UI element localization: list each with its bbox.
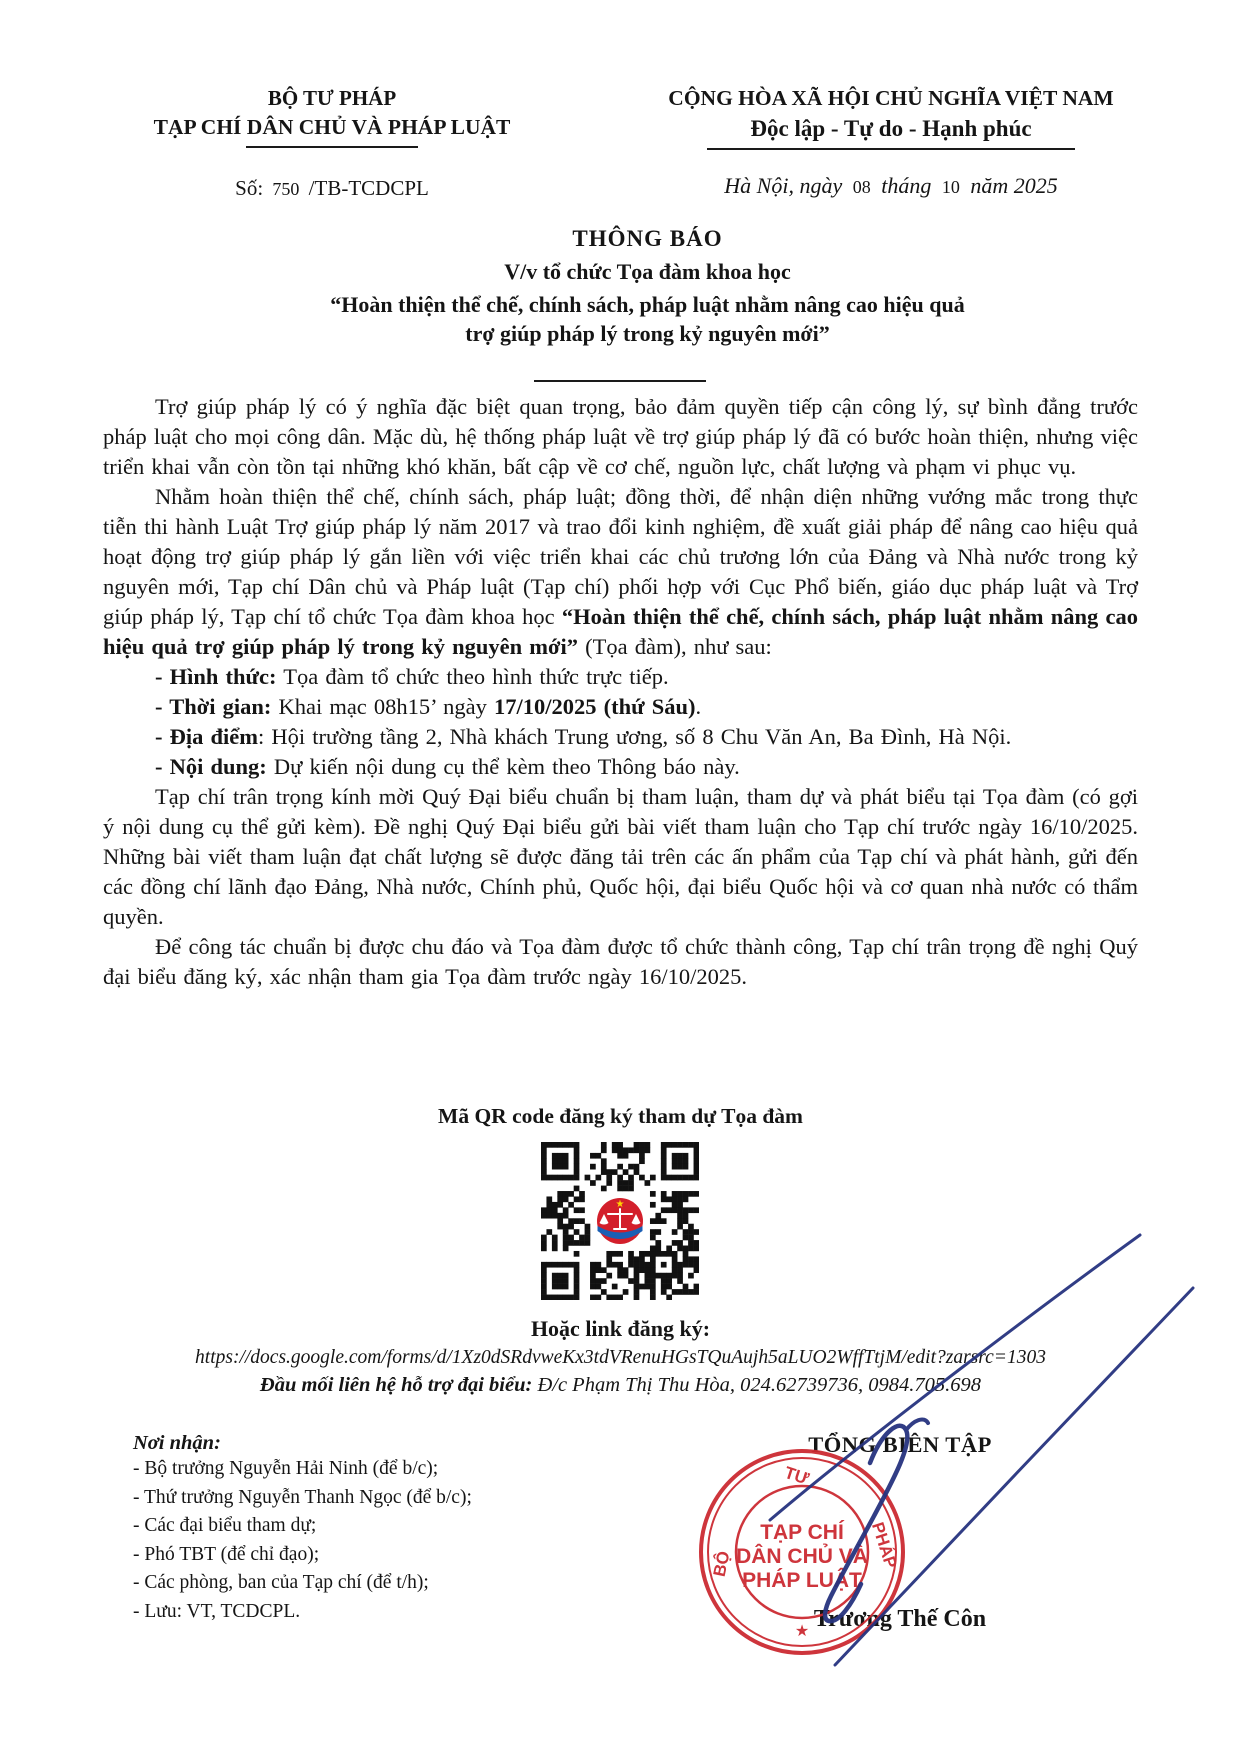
bullet-location <box>103 722 1138 752</box>
signer-title: TỔNG BIÊN TẬP <box>808 1432 992 1457</box>
qr-caption: Mã QR code đăng ký tham dự Tọa đàm <box>438 1104 803 1128</box>
recipient-item: - Phó TBT (để chỉ đạo); <box>133 1543 320 1565</box>
doc-topic-line1: “Hoàn thiện thể chế, chính sách, pháp luật nhằm nâng cao hiệu quả <box>330 292 965 317</box>
qr-code <box>541 1142 699 1300</box>
bullet-text: Khai mạc 08h15’ ngày <box>271 694 494 719</box>
stamp-text-line2: DÂN CHỦ VÀ <box>736 1545 868 1568</box>
contact-line <box>103 1374 1138 1397</box>
parent-org-name: BỘ TƯ PHÁP <box>267 86 397 110</box>
recipient-item: - Thứ trưởng Nguyễn Thanh Ngọc (để b/c); <box>133 1486 472 1508</box>
signer-name: Trương Thế Côn <box>813 1606 987 1632</box>
title-underline <box>534 380 706 382</box>
issue-day: 08 <box>852 177 871 197</box>
registration-link-label: Hoặc link đăng ký: <box>530 1316 711 1341</box>
issue-place: Hà Nội, ngày <box>724 173 843 198</box>
doc-topic-line2: trợ giúp pháp lý trong kỷ nguyên mới” <box>465 321 830 346</box>
journal-logo-icon <box>592 1193 648 1249</box>
recipients-list <box>133 1432 603 1626</box>
bullet-text: Dự kiến nội dung cụ thể kèm theo Thông báo này. <box>266 754 740 779</box>
stamp-ring-left: BỘ <box>709 1549 734 1579</box>
contact-text: Đ/c Phạm Thị Thu Hòa, 024.62739736, 0984.705.698 <box>532 1374 982 1396</box>
bullet-label: - Thời gian: <box>155 694 272 719</box>
bullet-content <box>103 752 1138 782</box>
issue-date <box>604 173 1178 199</box>
issue-month-word: tháng <box>881 173 932 198</box>
registration-link-url: https://docs.google.com/forms/d/1Xz0dSRdvweKx3tdVRenuHGsTQuAujh5aLUO2WffTtjM/edit?zarsrc=1303 <box>195 1347 1046 1368</box>
recipient-item: - Các đại biểu tham dự; <box>133 1515 317 1536</box>
bullet-label: - Hình thức: <box>155 664 277 689</box>
body-paragraph <box>103 782 1138 932</box>
svg-text:★: ★ <box>615 1199 625 1210</box>
issue-year: năm 2025 <box>970 173 1058 198</box>
bullet-text: . <box>695 694 702 719</box>
body-paragraph <box>103 392 1138 482</box>
doc-number-label: Số: <box>235 176 264 200</box>
org-underline <box>246 146 418 148</box>
bullet-label: - Nội dung: <box>155 754 267 779</box>
stamp-ring-right: PHÁP <box>867 1519 901 1571</box>
recipient-item: - Lưu: VT, TCDCPL. <box>133 1600 301 1622</box>
doc-subtitle: V/v tổ chức Tọa đàm khoa học <box>504 259 791 284</box>
stamp-text-line3: PHÁP LUẬT <box>742 1569 862 1592</box>
bullet-text: : Hội trường tầng 2, Nhà khách Trung ương, số 8 Chu Văn An, Ba Đình, Hà Nội. <box>258 724 1012 749</box>
paragraph-text: Nhằm hoàn thiện thể chế, chính sách, pháp luật; đồng thời, để nhận diện những vướng mắc trong thực tiễn thi hành Luật Trợ giúp pháp lý năm 2017 và trao đổi kinh nghiệm, đề xuất giải pháp để nâng cao hiệu quả hoạt động trợ giúp pháp lý gắn liền với việc triển khai các chủ trương lớn của Đảng và Nhà nước trong kỷ nguyên mới, Tạp chí Dân chủ và Pháp luật (Tạp chí) phối hợp với Cục Phổ biến, giáo dục pháp luật và Trợ giúp pháp lý, Tạp chí tổ chức Tọa đàm khoa học <box>103 484 1138 629</box>
doc-number-suffix: /TB-TCDCPL <box>308 176 429 200</box>
doc-title: THÔNG BÁO <box>572 226 723 251</box>
official-stamp <box>697 1447 907 1657</box>
national-title: CỘNG HÒA XÃ HỘI CHỦ NGHĨA VIỆT NAM <box>668 86 1114 110</box>
body-paragraph <box>103 932 1138 992</box>
bullet-label: - Địa điểm <box>155 724 258 749</box>
paragraph-text: Tạp chí trân trọng kính mời Quý Đại biểu chuẩn bị tham luận, tham dự và phát biểu tại Tọa đàm (có gợi ý nội dung cụ thể gửi kèm). Đề nghị Quý Đại biểu gửi bài viết tham luận cho Tạp chí trước ngày 16/10/2025. Những bài viết tham luận đạt chất lượng sẽ được đăng tải trên các ấn phẩm của Tạp chí và phát hành, gửi đến các đồng chí lãnh đạo Đảng, Nhà nước, Chính phủ, Quốc hội, đại biểu Quốc hội và cơ quan nhà nước có thẩm quyền. <box>103 784 1138 929</box>
issue-month: 10 <box>941 177 960 197</box>
recipients-label: Nơi nhận: <box>133 1432 221 1454</box>
paragraph-text: Trợ giúp pháp lý có ý nghĩa đặc biệt quan trọng, bảo đảm quyền tiếp cận công lý, sự bình đẳng trước pháp luật cho mọi công dân. Mặc dù, hệ thống pháp luật về trợ giúp pháp lý đã có bước hoàn thiện, nhưng việc triển khai vẫn còn tồn tại những khó khăn, bất cập về cơ chế, nguồn lực, chất lượng và phạm vi phục vụ. <box>103 394 1138 479</box>
motto-underline <box>707 148 1075 150</box>
stamp-ring-top: TƯ <box>782 1462 812 1489</box>
paragraph-text: Để công tác chuẩn bị được chu đáo và Tọa đàm được tổ chức thành công, Tạp chí trân trọng đề nghị Quý đại biểu đăng ký, xác nhận tham gia Tọa đàm trước ngày 16/10/2025. <box>103 934 1138 989</box>
document-body <box>103 392 1138 992</box>
bullet-time <box>103 692 1138 722</box>
body-paragraph <box>103 482 1138 662</box>
paragraph-text: (Tọa đàm), như sau: <box>578 634 772 659</box>
national-motto: Độc lập - Tự do - Hạnh phúc <box>750 116 1032 141</box>
bullet-text: Tọa đàm tổ chức theo hình thức trực tiếp. <box>276 664 669 689</box>
recipient-item: - Bộ trưởng Nguyễn Hải Ninh (để b/c); <box>133 1458 439 1479</box>
recipient-item: - Các phòng, ban của Tạp chí (để t/h); <box>133 1572 429 1593</box>
header-left-block <box>100 86 564 148</box>
bullet-bold-text: 17/10/2025 (thứ Sáu) <box>493 694 696 719</box>
contact-label: Đầu mối liên hệ hỗ trợ đại biểu: <box>259 1374 533 1396</box>
org-name: TẠP CHÍ DÂN CHỦ VÀ PHÁP LUẬT <box>153 115 511 139</box>
bullet-format <box>103 662 1138 692</box>
stamp-star-icon: ★ <box>794 1621 810 1640</box>
doc-number <box>100 176 564 201</box>
stamp-text-line1: TẠP CHÍ <box>760 1521 844 1544</box>
doc-number-value: 750 <box>272 179 300 199</box>
paragraph-bold-text: “Hoàn thiện thể chế, chính sách, pháp luật nhằm nâng cao hiệu quả trợ giúp pháp lý trong kỷ nguyên mới” <box>103 604 1138 659</box>
doc-title-block <box>130 226 1165 347</box>
header-right-block <box>604 86 1178 150</box>
